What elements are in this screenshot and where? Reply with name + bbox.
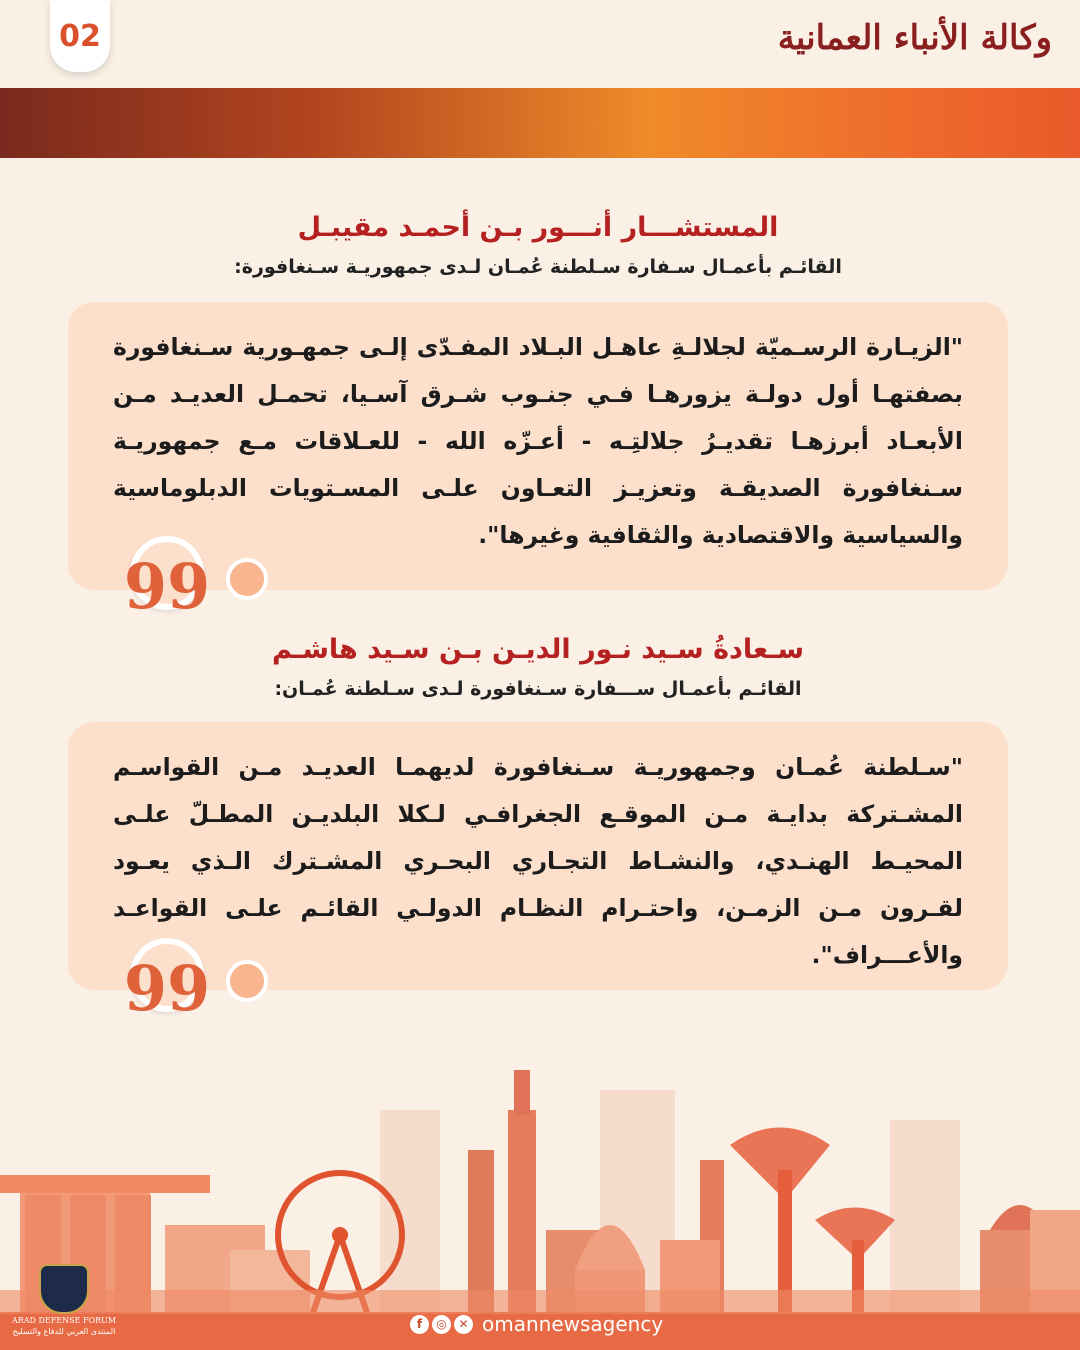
shield-icon <box>39 1264 89 1314</box>
instagram-icon[interactable]: ◎ <box>432 1315 451 1334</box>
watermark-subtitle: المنتدى العربي للدفاع والتسليح <box>12 1327 116 1336</box>
city-skyline-illustration <box>0 1050 1080 1350</box>
speaker-name-2: سـعادةُ سـيد نـور الديـن بـن سـيد هاشـم <box>271 634 805 665</box>
quote-mark-glyph: 99 <box>123 952 211 1025</box>
quote-text-1: "الزيـارة الرسـميّة لجلالـةِ عاهـل البـلاد المفـدّى إلـى جمهـورية سـنغافورة بصفتهـا أول دولـة يزورهـا فـي جنـوب شـرق آسـيا، تحمـل العديـد مـن الأبعـاد أبرزهـا تقديـرُ جلالتِـه - أعـزّه الله - للعـلاقات مـع جمهوريـة سـنغافورة الصديقـة وتعزيـز التعـاون علـى المسـتويات الدبلوماسية والسياسية والاقتصادية والثقافية وغيرها". <box>113 333 963 549</box>
forum-watermark <box>8 1264 120 1336</box>
x-icon[interactable]: ✕ <box>454 1315 473 1334</box>
speaker-role-2: القائـم بأعمـال ســـفارة سـنغافورة لـدى سـلطنة عُمـان: <box>274 678 802 700</box>
quote-text-2: "سـلطنة عُمـان وجمهوريـة سـنغافورة لديهمـا العديـد مـن القواسـم المشـتركة بدايـة مـن الموقـع الجغرافـي لـكلا البلديـن المطـلّ علـى المحيـط الهنـدي، والنشـاط التجـاري البحـري المشـترك الـذي يعـود لقـرون مـن الزمـن، واحتـرام النظـام الدولـي القائـم علـى القواعـد والأعـــراف". <box>113 753 963 969</box>
social-handle[interactable]: omannewsagency <box>482 1312 664 1336</box>
quote-card-1 <box>68 302 1008 590</box>
decorative-dot <box>226 558 268 600</box>
quote-mark-glyph: 99 <box>123 550 211 623</box>
speaker-heading-1 <box>68 208 1008 282</box>
decorative-dot <box>226 960 268 1002</box>
watermark-title: ARAD DEFENSE FORUM <box>11 1316 117 1325</box>
facebook-icon[interactable]: f <box>410 1315 429 1334</box>
quote-mark-icon <box>123 536 211 623</box>
social-links <box>410 1312 663 1336</box>
page-number: 02 <box>50 0 110 72</box>
quote-mark-icon <box>123 938 211 1025</box>
speaker-name-1: المستشـــار أنـــور بـن أحمـد مقيبـل <box>297 212 779 243</box>
agency-logo: وكالة الأنباء العمانية <box>777 18 1052 58</box>
speaker-role-1: القائـم بأعمـال سـفارة سـلطنة عُمـان لـدى جمهوريـة سـنغافورة: <box>234 256 842 278</box>
speaker-heading-2 <box>68 630 1008 704</box>
quote-card-2 <box>68 722 1008 990</box>
header-banner <box>0 88 1080 158</box>
